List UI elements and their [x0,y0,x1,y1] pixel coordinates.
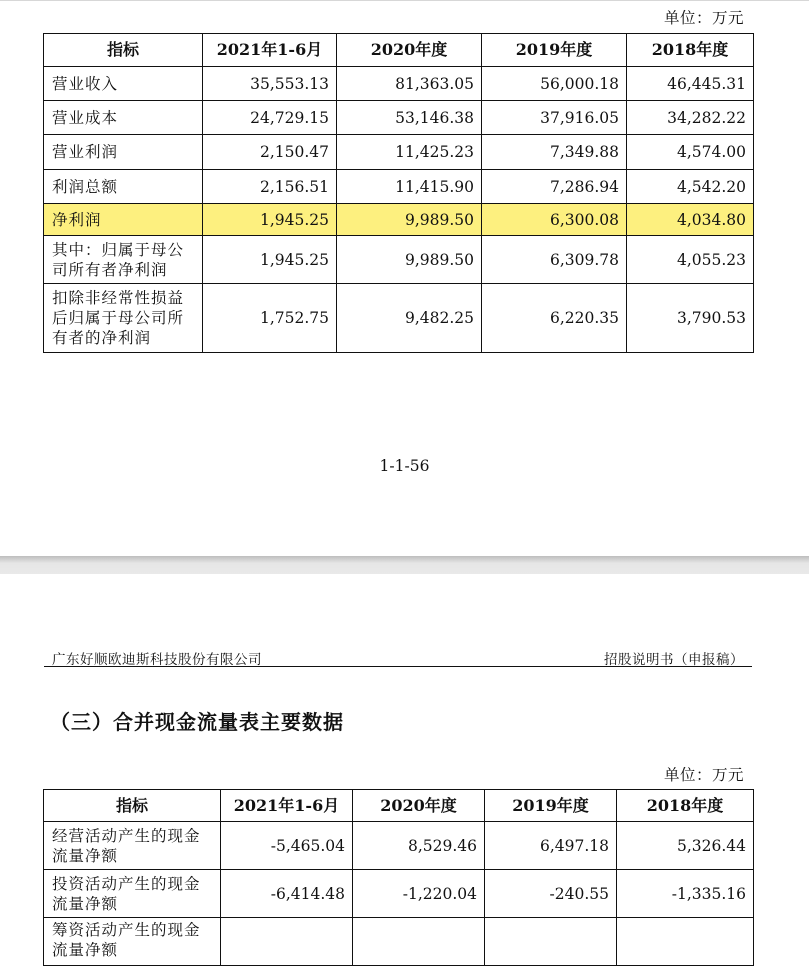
table-row [44,170,754,204]
table-header-row [44,34,754,67]
cell-value: 11,425.23 [337,135,482,170]
document-type: 招股说明书（申报稿） [604,652,744,668]
income-statement-table [43,33,754,353]
cell-value: 7,286.94 [482,170,627,204]
row-label: 营业收入 [44,67,203,101]
cell-value: 6,309.78 [482,236,627,284]
cell-value: 3,790.53 [627,284,754,353]
table-row [44,870,754,918]
cell-value: 35,553.13 [203,67,337,101]
unit-label: 单位：万元 [663,9,744,27]
column-header: 2021年1-6月 [221,790,353,822]
cell-value: 11,415.90 [337,170,482,204]
page-separator [0,556,809,574]
column-header: 2020年度 [337,34,482,67]
row-label: 扣除非经常性损益后归属于母公司所有者的净利润 [44,284,203,353]
cell-value: 6,300.08 [482,204,627,236]
row-label: 营业利润 [44,135,203,170]
header-rule [44,666,752,667]
table-row [44,822,754,870]
cell-value [353,918,485,966]
row-label: 投资活动产生的现金流量净额 [44,870,221,918]
cell-value: -5,465.04 [221,822,353,870]
cell-value: -6,414.48 [221,870,353,918]
cell-value: 5,326.44 [617,822,754,870]
row-label: 其中：归属于母公司所有者净利润 [44,236,203,284]
row-label: 筹资活动产生的现金流量净额 [44,918,221,966]
row-label: 净利润 [44,204,203,236]
cell-value: 56,000.18 [482,67,627,101]
cell-value: 1,945.25 [203,204,337,236]
cell-value: 81,363.05 [337,67,482,101]
cell-value: 1,752.75 [203,284,337,353]
cell-value: 2,150.47 [203,135,337,170]
row-label: 利润总额 [44,170,203,204]
cash-flow-table [43,789,754,966]
column-header: 指标 [44,790,221,822]
cell-value: 37,916.05 [482,101,627,135]
cell-value: -240.55 [485,870,617,918]
cell-value: 9,989.50 [337,204,482,236]
document-page-next [0,574,809,959]
cell-value: -1,220.04 [353,870,485,918]
cell-value: 2,156.51 [203,170,337,204]
table-row [44,67,754,101]
cell-value: -1,335.16 [617,870,754,918]
page-number: 1-1-56 [379,457,430,475]
column-header: 2020年度 [353,790,485,822]
cell-value: 9,989.50 [337,236,482,284]
table-row [44,236,754,284]
cell-value: 4,574.00 [627,135,754,170]
cell-value: 8,529.46 [353,822,485,870]
table-header-row [44,790,754,822]
column-header: 2018年度 [627,34,754,67]
table-row [44,101,754,135]
column-header: 2019年度 [482,34,627,67]
cell-value: 46,445.31 [627,67,754,101]
cell-value: 6,497.18 [485,822,617,870]
cell-value: 24,729.15 [203,101,337,135]
cell-value: 4,542.20 [627,170,754,204]
table-row-highlighted [44,204,754,236]
cell-value: 4,034.80 [627,204,754,236]
table-row [44,135,754,170]
column-header: 2019年度 [485,790,617,822]
cell-value: 9,482.25 [337,284,482,353]
row-label: 经营活动产生的现金流量净额 [44,822,221,870]
cell-value: 6,220.35 [482,284,627,353]
cell-value [485,918,617,966]
cell-value: 53,146.38 [337,101,482,135]
cell-value: 34,282.22 [627,101,754,135]
cell-value: 7,349.88 [482,135,627,170]
row-label: 营业成本 [44,101,203,135]
company-name: 广东好顺欧迪斯科技股份有限公司 [52,652,262,668]
cell-value: 1,945.25 [203,236,337,284]
cell-value [617,918,754,966]
section-title: （三）合并现金流量表主要数据 [50,710,344,734]
column-header: 2018年度 [617,790,754,822]
table-row [44,918,754,966]
unit-label: 单位：万元 [663,766,744,784]
cell-value [221,918,353,966]
column-header: 2021年1-6月 [203,34,337,67]
cell-value: 4,055.23 [627,236,754,284]
table-row [44,284,754,353]
column-header: 指标 [44,34,203,67]
